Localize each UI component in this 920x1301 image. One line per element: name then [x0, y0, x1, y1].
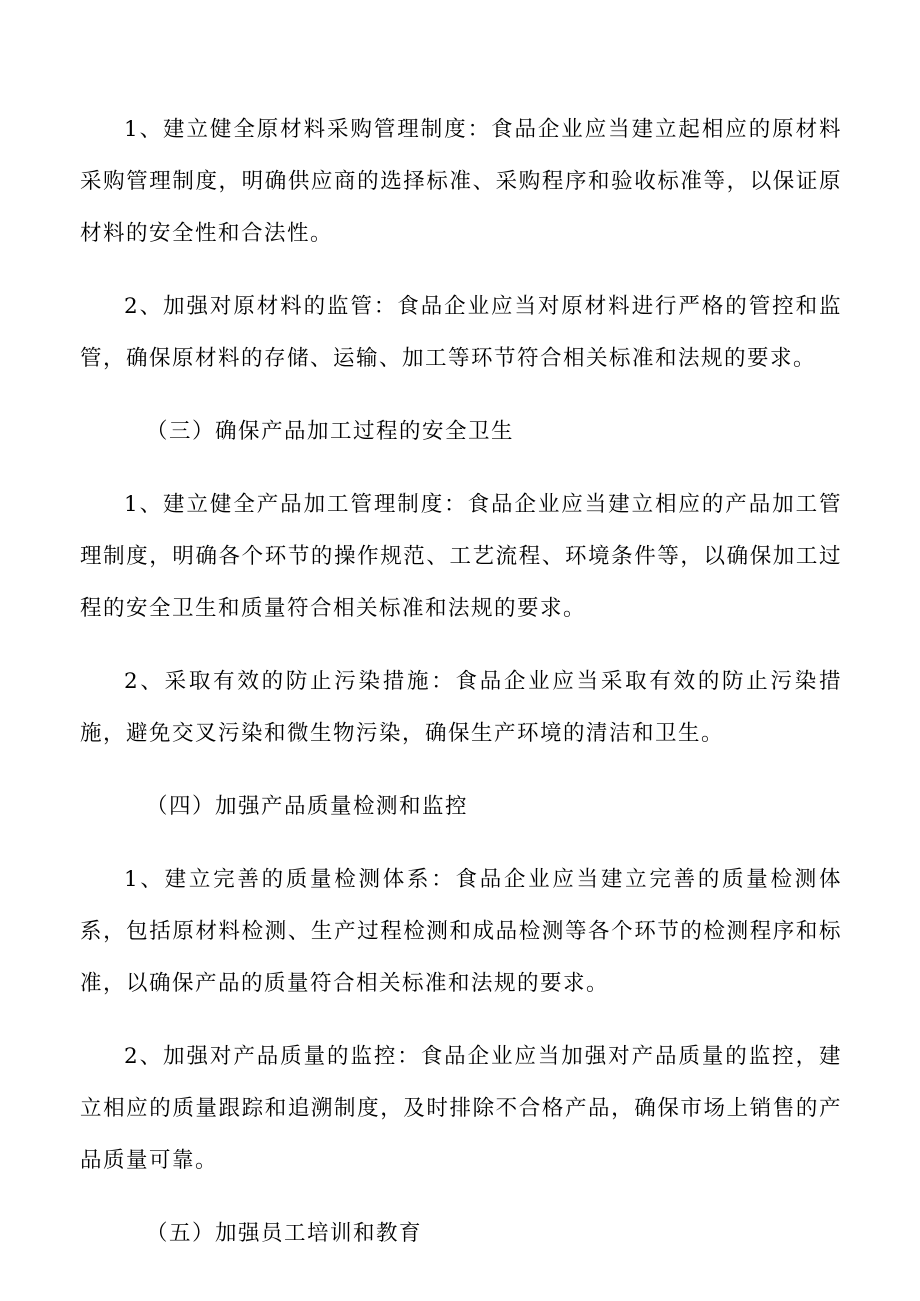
paragraph-quality-testing-system: 1、建立完善的质量检测体系：食品企业应当建立完善的质量检测体系，包括原材料检测、生产过程检测和成品检测等各个环节的检测程序和标准，以确保产品的质量符合相关标准和法规的要求。 [80, 867, 842, 996]
paragraph-processing-management: 1、建立健全产品加工管理制度：食品企业应当建立相应的产品加工管理制度，明确各个环节的操作规范、工艺流程、环境条件等，以确保加工过程的安全卫生和质量符合相关标准和法规的要求。 [80, 492, 842, 621]
section-heading-staff-training: （五）加强员工培训和教育 [146, 1221, 423, 1246]
document-body [80, 104, 842, 1260]
paragraph-quality-monitoring: 2、加强对产品质量的监控：食品企业应当加强对产品质量的监控，建立相应的质量跟踪和追溯制度，及时排除不合格产品，确保市场上销售的产品质量可靠。 [80, 1044, 842, 1173]
section-heading-processing-safety: （三）确保产品加工过程的安全卫生 [146, 419, 515, 444]
section-heading-quality-inspection: （四）加强产品质量检测和监控 [146, 794, 469, 819]
paragraph-raw-material-procurement: 1、建立健全原材料采购管理制度：食品企业应当建立起相应的原材料采购管理制度，明确供应商的选择标准、采购程序和验收标准等，以保证原材料的安全性和合法性。 [80, 117, 842, 246]
paragraph-contamination-prevention: 2、采取有效的防止污染措施：食品企业应当采取有效的防止污染措施，避免交叉污染和微生物污染，确保生产环境的清洁和卫生。 [80, 669, 842, 746]
paragraph-raw-material-supervision: 2、加强对原材料的监管：食品企业应当对原材料进行严格的管控和监管，确保原材料的存储、运输、加工等环节符合相关标准和法规的要求。 [80, 294, 842, 371]
